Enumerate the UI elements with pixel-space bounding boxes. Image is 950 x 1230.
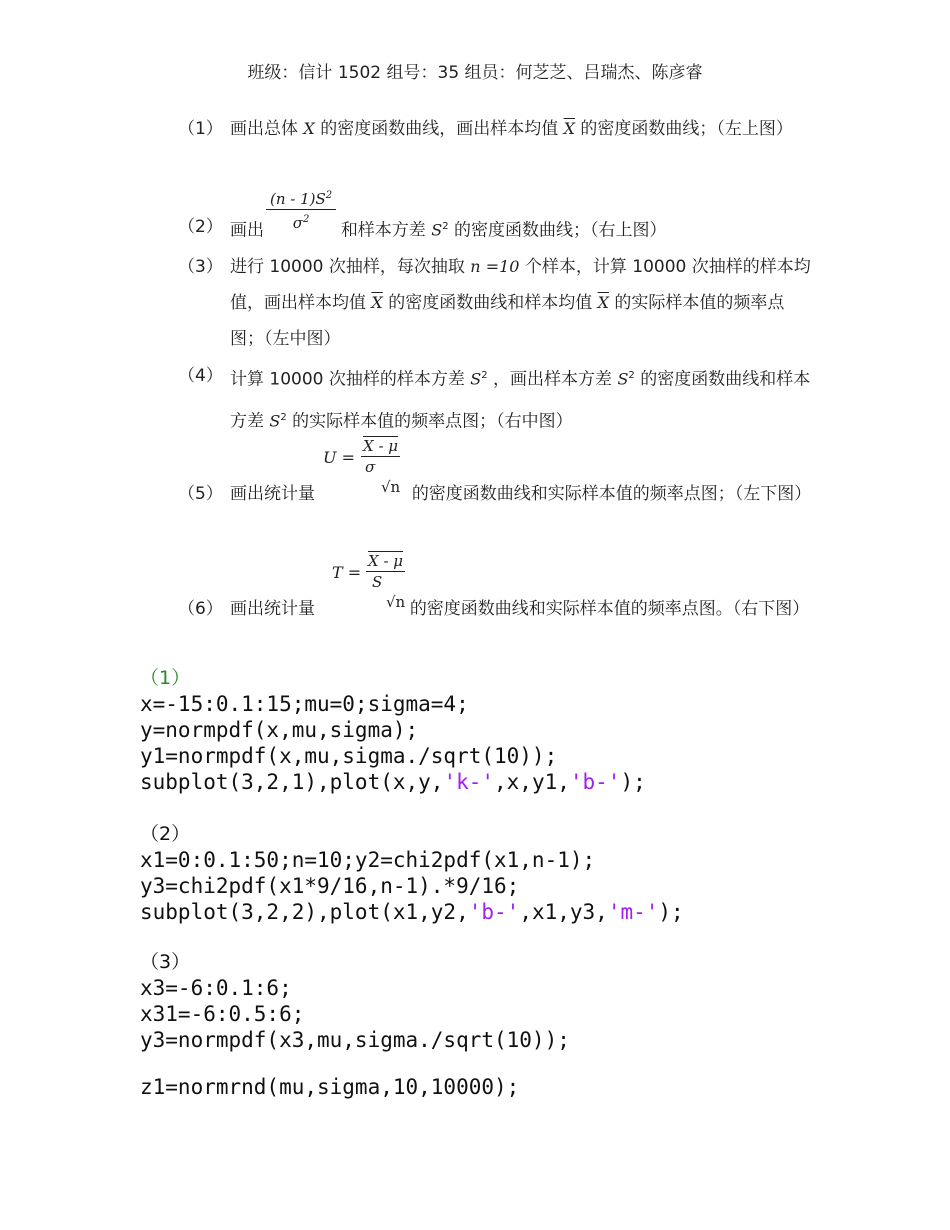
code-line: x1=0:0.1:50;n=10;y2=chi2pdf(x1,n-1);: [140, 848, 596, 872]
code-line: y1=normpdf(x,mu,sigma./sqrt(10));: [140, 744, 558, 768]
code-line: y3=chi2pdf(x1*9/16,n-1).*9/16;: [140, 874, 520, 898]
item-text: 画出统计量: [230, 484, 315, 504]
math-var: S: [470, 369, 482, 389]
section-label: （1）: [140, 667, 191, 689]
task-item-1: [178, 112, 818, 146]
page-header: 班级：信计 1502 组号：35 组员：何芝芝、吕瑞杰、陈彦睿: [247, 63, 703, 83]
code-line: y3=normpdf(x3,mu,sigma./sqrt(10));: [140, 1028, 570, 1052]
superscript: 2: [303, 214, 310, 225]
superscript: 2: [280, 411, 287, 423]
item-text: 的实际样本值的频率点图；（右中图）: [292, 411, 573, 432]
item-text: 的实际样本值的频率点图；（左中图）: [230, 293, 785, 349]
superscript: 2: [481, 370, 488, 381]
code-part: subplot(3,2,2),plot(x1,y2,: [140, 900, 469, 924]
math-var: n =10: [470, 257, 520, 276]
formula-lhs: U =: [323, 448, 355, 467]
item-text: 和样本方差: [340, 220, 426, 241]
item-text: 画出: [230, 220, 264, 241]
math-var: S: [431, 220, 443, 240]
code-part: subplot(3,2,1),plot(x,y,: [140, 770, 444, 794]
item-number: （2）: [178, 217, 223, 237]
item-text: 的密度函数曲线和样本方差: [230, 369, 811, 432]
code-string: 'b-': [468, 900, 520, 924]
code-string: 'b-': [569, 770, 621, 794]
frac-numerator: X - μ: [368, 552, 404, 570]
item-number: （3）: [178, 257, 223, 277]
task-item-4: [178, 357, 818, 440]
math-var: S: [617, 369, 629, 389]
superscript: 2: [628, 370, 635, 381]
item-number: （6）: [178, 599, 223, 619]
formula-lhs: T =: [332, 563, 362, 582]
item-text: 的密度函数曲线和实际样本值的频率点图。（右下图）: [409, 599, 810, 619]
code-block-2: [140, 820, 684, 925]
math-var: $\overline{X}$: [371, 293, 383, 312]
code-block-1: [140, 664, 646, 795]
code-line: x31=-6:0.5:6;: [140, 1002, 305, 1026]
frac-numerator: X - μ: [363, 437, 399, 455]
section-label: （3）: [140, 951, 191, 973]
frac-mid: σ: [365, 458, 376, 476]
item-number: （1）: [178, 119, 223, 139]
task-item-2: [178, 210, 818, 248]
item-number: （5）: [178, 484, 223, 504]
code-string: 'k-': [443, 770, 495, 794]
superscript: 2: [442, 221, 449, 232]
code-part: );: [620, 770, 646, 794]
task-item-3: [178, 249, 818, 357]
item-text: ，画出样本方差: [493, 369, 613, 390]
item-text: 的密度函数曲线；（左上图）: [580, 119, 793, 139]
code-line: [140, 770, 646, 794]
item-text: 的密度函数曲线；（右上图）: [453, 220, 667, 241]
code-line: x=-15:0.1:15;mu=0;sigma=4;: [140, 692, 469, 716]
code-line: [140, 900, 684, 924]
superscript: 2: [325, 190, 333, 201]
code-part: ,x,y1,: [494, 770, 570, 794]
task-item-6: [178, 592, 818, 626]
task-item-5: [178, 477, 818, 511]
code-line: z1=normrnd(mu,sigma,10,10000);: [140, 1075, 520, 1099]
item-text: 进行 10000 次抽样，每次抽取: [230, 257, 465, 277]
frac-root: √n: [381, 478, 401, 496]
code-block-4: [140, 1074, 519, 1100]
math-var: X: [303, 119, 315, 138]
code-string: 'm-': [607, 900, 659, 924]
item-text: 个样本，计算 10000 次抽样的样本均值，画出样本均值: [230, 257, 811, 313]
item-text: 画出统计量: [230, 599, 315, 619]
code-line: x3=-6:0.1:6;: [140, 976, 292, 1000]
item-text: 的密度函数曲线和实际样本值的频率点图；（左下图）: [411, 484, 812, 504]
code-block-3: [140, 948, 570, 1053]
section-label: （2）: [140, 823, 191, 845]
item-text: 的密度函数曲线，画出样本均值: [320, 119, 559, 139]
item-text: 计算 10000 次抽样的样本方差: [230, 369, 465, 390]
code-line: y=normpdf(x,mu,sigma);: [140, 718, 419, 742]
frac-denominator: σ: [292, 214, 304, 232]
math-var: S: [269, 411, 281, 431]
math-var: $\overline{X}$: [563, 119, 575, 138]
math-var: $\overline{X}$: [597, 293, 609, 312]
item-text: 画出总体: [230, 119, 298, 139]
frac-numerator: (n - 1)S: [270, 190, 326, 208]
code-part: );: [658, 900, 684, 924]
frac-mid: S: [372, 573, 383, 591]
item-number: （4）: [178, 366, 223, 386]
item-text: 的密度函数曲线和样本均值: [388, 293, 593, 313]
frac-root: √n: [386, 593, 406, 611]
code-part: ,x1,y3,: [519, 900, 608, 924]
